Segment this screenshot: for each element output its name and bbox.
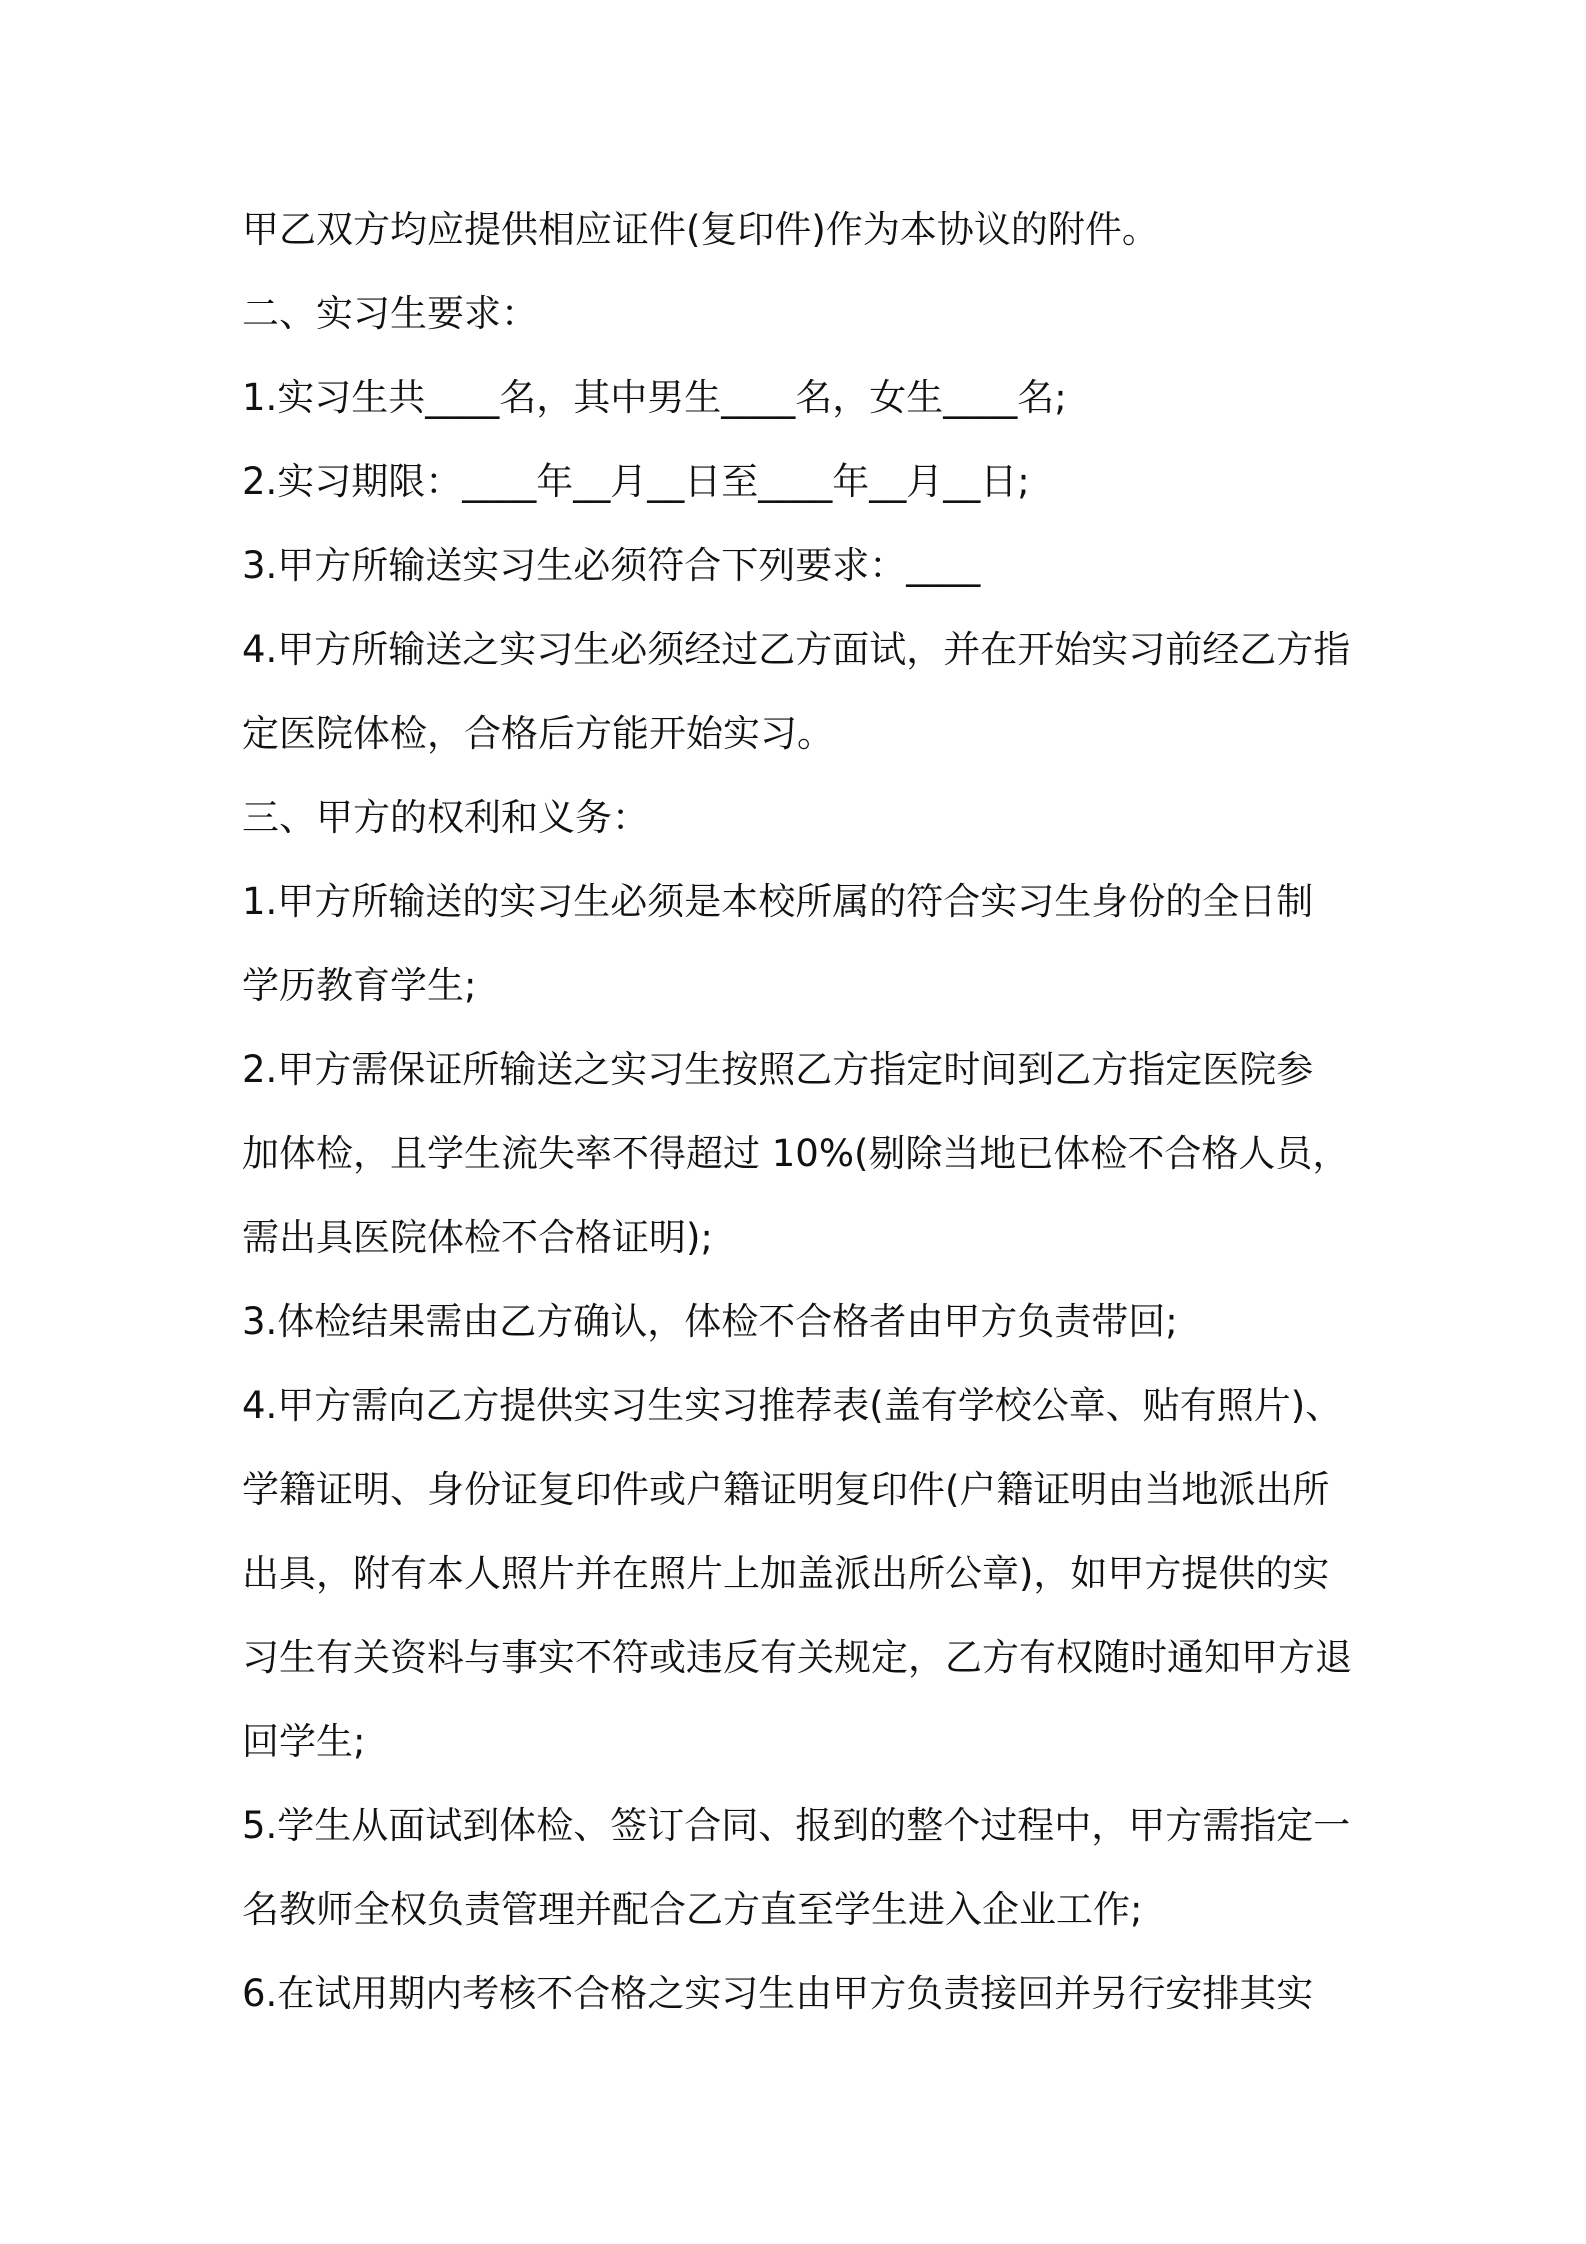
section-heading: 三、甲方的权利和义务： [242,796,649,839]
document-body [242,188,1362,2036]
text-line: 1.甲方所输送的实习生必须是本校所属的符合实习生身份的全日制 [242,880,1314,923]
text-line: 习生有关资料与事实不符或违反有关规定，乙方有权随时通知甲方退 [242,1636,1352,1679]
text-line: 6.在试用期内考核不合格之实习生由甲方负责接回并另行安排其实 [242,1972,1314,2015]
text-line: 学历教育学生; [242,964,477,1007]
text-line: 3.体检结果需由乙方确认，体检不合格者由甲方负责带回; [242,1300,1178,1343]
text-line: 4.甲方需向乙方提供实习生实习推荐表(盖有学校公章、贴有照片)、 [242,1384,1343,1427]
text-line: 需出具医院体检不合格证明); [242,1216,713,1259]
text-line: 甲乙双方均应提供相应证件(复印件)作为本协议的附件。 [242,208,1159,251]
text-line: 2.甲方需保证所输送之实习生按照乙方指定时间到乙方指定医院参 [242,1048,1314,1091]
text-line: 1.实习生共____名，其中男生____名，女生____名; [242,376,1067,419]
text-line: 学籍证明、身份证复印件或户籍证明复印件(户籍证明由当地派出所 [242,1468,1330,1511]
text-line: 名教师全权负责管理并配合乙方直至学生进入企业工作; [242,1888,1143,1931]
section-heading: 二、实习生要求： [242,292,538,335]
text-line: 回学生; [242,1720,366,1763]
text-line: 出具，附有本人照片并在照片上加盖派出所公章)，如甲方提供的实 [242,1552,1330,1595]
text-line: 2.实习期限：____年__月__日至____年__月__日; [242,460,1030,503]
text-line: 加体检，且学生流失率不得超过 10%(剔除当地已体检不合格人员， [242,1132,1350,1175]
text-line: 5.学生从面试到体检、签订合同、报到的整个过程中，甲方需指定一 [242,1804,1351,1847]
text-line: 3.甲方所输送实习生必须符合下列要求：____ [242,544,981,587]
text-line: 定医院体检，合格后方能开始实习。 [242,712,834,755]
text-line: 4.甲方所输送之实习生必须经过乙方面试，并在开始实习前经乙方指 [242,628,1351,671]
